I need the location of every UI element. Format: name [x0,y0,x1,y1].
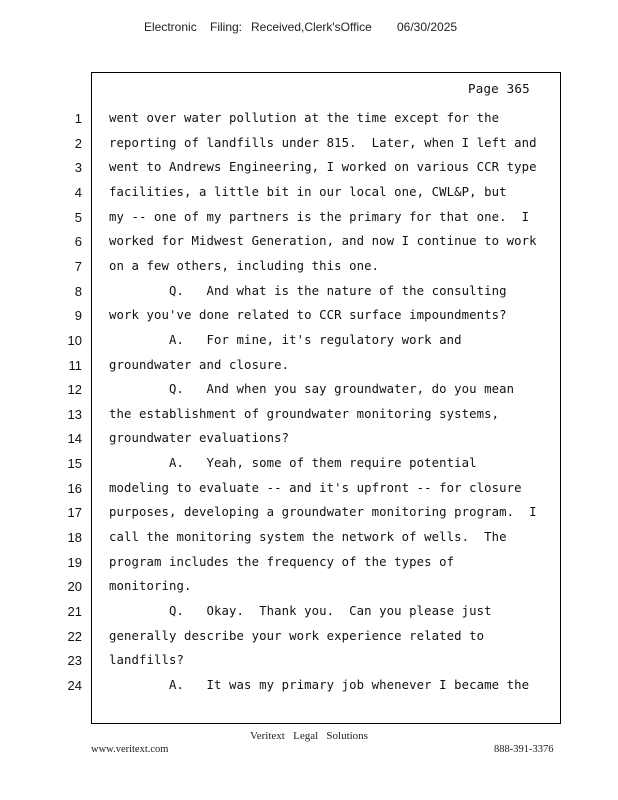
line-text: generally describe your work experience related to [109,628,485,643]
transcript-line [0,530,560,555]
line-text: A. It was my primary job whenever I became the [109,677,530,692]
line-number: 22 [67,628,82,644]
transcript-line [0,407,560,432]
line-number: 10 [67,332,82,348]
transcript-line [0,160,560,185]
line-number: 14 [67,431,82,447]
line-text: A. Yeah, some of them require potential [109,456,477,471]
line-number: 13 [67,406,82,422]
filing-stamp-header [0,20,618,38]
line-text: landfills? [109,653,185,668]
line-number: 24 [67,677,82,693]
transcript-line [0,579,560,604]
transcript-line [0,234,560,259]
line-number: 6 [74,234,82,250]
line-number: 5 [74,209,82,225]
line-number: 18 [67,530,82,546]
line-number: 12 [67,382,82,398]
line-number: 8 [74,283,82,299]
line-number: 23 [67,653,82,669]
line-number: 9 [74,308,82,324]
transcript-line [0,481,560,506]
line-text: worked for Midwest Generation, and now I continue to work [109,234,537,249]
line-number: 1 [74,111,82,126]
line-text: groundwater evaluations? [109,431,290,446]
header-electronic: Electronic [144,20,197,34]
transcript-line [0,431,560,456]
transcript-line [0,111,560,136]
transcript-line [0,555,560,580]
transcript-line [0,653,560,678]
line-number: 3 [74,160,82,176]
transcript-line [0,505,560,530]
page-number: Page 365 [468,81,530,96]
line-number: 17 [67,505,82,521]
line-number: 21 [67,604,82,619]
transcript-line [0,185,560,210]
header-received: Received,Clerk'sOffice [251,20,372,34]
line-text: the establishment of groundwater monitoring systems, [109,406,500,421]
header-date: 06/30/2025 [397,20,458,34]
footer-company: Veritext Legal Solutions [250,730,368,742]
transcript-line [0,308,560,333]
transcript-line [0,136,560,161]
footer-website: www.veritext.com [91,744,169,755]
line-text: groundwater and closure. [109,357,290,372]
line-text: A. For mine, it's regulatory work and [109,332,462,347]
line-number: 20 [67,579,82,595]
line-text: on a few others, including this one. [109,258,380,273]
transcript-line [0,678,560,703]
line-text: modeling to evaluate -- and it's upfront -- for closure [109,480,522,495]
line-text: Q. And when you say groundwater, do you mean [109,382,515,397]
transcript-line [0,456,560,481]
transcript-line [0,284,560,309]
line-text: work you've done related to CCR surface impoundments? [109,308,507,323]
line-number: 15 [67,456,82,472]
line-number: 7 [74,258,82,274]
line-text: reporting of landfills under 815. Later, when I left and [109,135,537,150]
line-text: purposes, developing a groundwater monitoring program. I [109,505,537,520]
line-number: 16 [67,480,82,496]
line-text: my -- one of my partners is the primary for that one. I [109,209,530,224]
transcript-line [0,210,560,235]
line-text: went to Andrews Engineering, I worked on various CCR type [109,160,537,175]
header-filing: Filing: [210,20,243,34]
footer-phone: 888-391-3376 [494,744,554,755]
line-text: program includes the frequency of the types of [109,554,455,569]
line-text: monitoring. [109,579,192,594]
line-text: call the monitoring system the network of wells. The [109,530,507,545]
line-text: went over water pollution at the time except for the [109,111,500,125]
transcript-line [0,358,560,383]
line-number: 11 [68,357,82,373]
transcript-line [0,629,560,654]
line-number: 2 [74,135,82,151]
transcript-line [0,333,560,358]
line-number: 4 [74,184,82,200]
line-text: Q. Okay. Thank you. Can you please just [109,604,492,618]
transcript-line [0,604,560,629]
transcript-line [0,259,560,284]
line-text: Q. And what is the nature of the consulting [109,283,507,298]
line-text: facilities, a little bit in our local one, CWL&P, but [109,184,507,199]
transcript-line [0,382,560,407]
line-number: 19 [67,554,82,570]
